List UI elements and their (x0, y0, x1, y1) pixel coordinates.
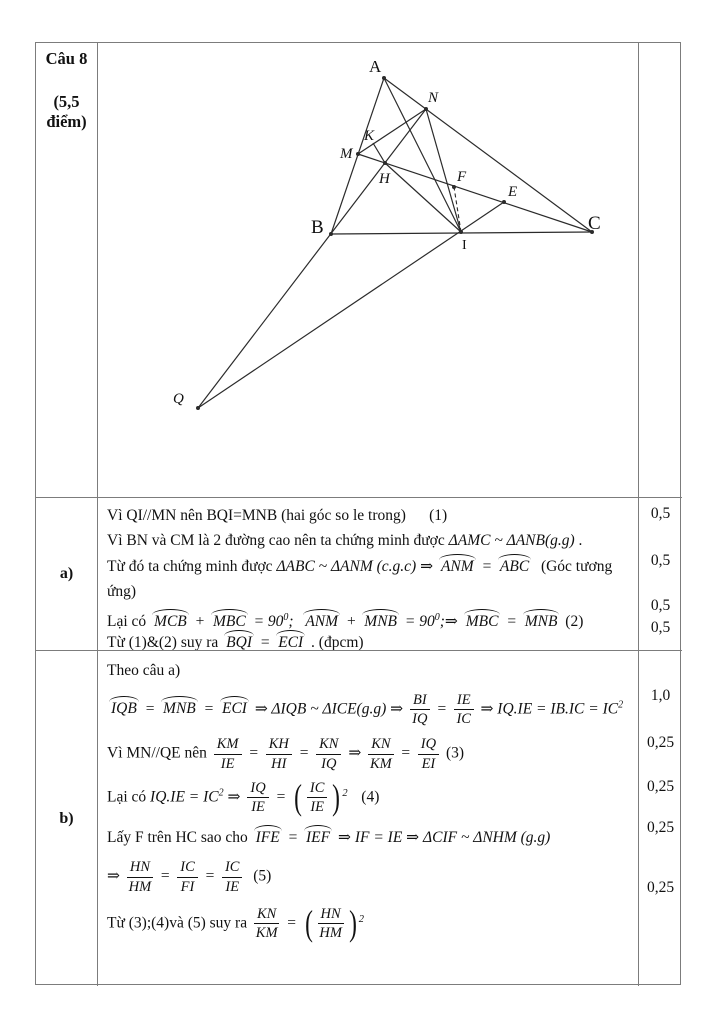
math-token: ⇒ IQ.IE = IB.IC = IC (476, 700, 619, 718)
math-token: (2) (561, 612, 584, 630)
math-token: 0 (434, 611, 440, 623)
math-token: KM (214, 736, 242, 754)
angle-hat: ANM (438, 554, 477, 575)
paren-fraction (303, 903, 364, 944)
math-token: EI (421, 755, 436, 772)
math-token: 2 (218, 787, 224, 799)
point-label-A: A (369, 57, 382, 76)
math-token: KM (255, 925, 278, 942)
math-token: = (432, 700, 451, 718)
fraction (368, 736, 393, 771)
solution-line (107, 605, 632, 630)
geometry-figure (98, 43, 638, 497)
math-token: HN (127, 859, 153, 877)
math-token: IC (307, 780, 328, 798)
math-token: + (342, 612, 361, 630)
math-token: = 90 (401, 612, 435, 630)
math-token: + (190, 612, 209, 630)
angle-hat: MBC (463, 609, 502, 630)
math-token: ΔAMC ~ ΔANB(g.g) (448, 532, 575, 550)
fraction (254, 906, 279, 941)
point-label-F: F (457, 169, 467, 185)
math-token: = (199, 700, 218, 718)
math-token: Theo câu a) (107, 662, 181, 679)
math-token: ;⇒ (439, 612, 462, 630)
math-token: = (283, 829, 302, 847)
math-token: HM (128, 878, 152, 895)
score-value: 0,5 (650, 552, 671, 569)
math-token: KN (254, 906, 279, 924)
math-token: KN (368, 736, 393, 754)
fraction (266, 736, 292, 771)
math-token: IE (225, 878, 240, 895)
math-token: ⇒ (107, 867, 124, 885)
math-token: (3) (442, 744, 465, 762)
solution-line (107, 503, 632, 528)
solution-line (107, 528, 632, 553)
score-value: 0,25 (646, 778, 675, 795)
angle-hat: IQB (108, 696, 140, 717)
angle-hat: MBC (210, 609, 249, 630)
score-value: 1,0 (650, 687, 671, 704)
math-token: = 90 (249, 612, 284, 630)
math-token: Lấy F trên HC sao cho (107, 829, 252, 847)
solution-line (107, 692, 632, 727)
solution-line (107, 554, 632, 579)
fraction (127, 859, 153, 894)
angle-hat: ECI (219, 696, 250, 717)
part-a-content (98, 498, 639, 651)
part-a-label: a) (36, 498, 98, 651)
score-value: 0,5 (650, 505, 671, 522)
math-token: IC (222, 859, 243, 877)
math-token: Từ (3);(4)và (5) suy ra (107, 914, 251, 932)
point-label-B: B (311, 217, 324, 238)
math-token: 0 (283, 611, 289, 623)
angle-hat: MCB (151, 609, 190, 630)
angle-hat: MNB (361, 609, 400, 630)
question-points: (5,5 điểm) (46, 91, 87, 132)
math-token: = (200, 867, 219, 885)
math-token: BI (410, 692, 430, 710)
part-b-label: b) (36, 651, 98, 986)
point-label-Q: Q (173, 391, 184, 407)
fraction (410, 692, 430, 727)
math-token: HN (318, 906, 344, 924)
solution-line (107, 903, 632, 944)
math-token: IC (456, 711, 471, 728)
math-token: KH (266, 736, 292, 754)
fraction (316, 736, 341, 771)
score-value: 0,25 (646, 734, 675, 751)
math-token: Từ đó ta chứng minh được (107, 557, 277, 575)
math-token: IQ.IE = IC (150, 788, 219, 806)
math-token: IC (177, 859, 198, 877)
math-token: IQ (321, 755, 337, 772)
math-token: 2 (618, 699, 624, 711)
score-value: 0,25 (646, 819, 675, 836)
score-value: 0,5 (650, 619, 671, 636)
point-label-I: I (462, 238, 467, 253)
fraction (454, 692, 474, 727)
angle-hat: ANM (302, 609, 341, 630)
math-token: ) (332, 777, 341, 818)
math-token: ; (288, 612, 302, 630)
math-token: KM (370, 755, 392, 772)
answer-key-table (35, 42, 681, 985)
math-token: IE (220, 755, 235, 772)
fraction (418, 736, 439, 771)
point-label-K: K (364, 128, 375, 144)
math-token: Vì MN//QE nên (107, 744, 211, 762)
math-token: . (đpcm) (307, 633, 364, 651)
fraction (214, 736, 242, 771)
math-token: ⇒ (344, 744, 366, 762)
math-token: . (574, 532, 583, 550)
math-token: IE (310, 799, 324, 816)
math-token: Lại có (107, 612, 151, 630)
solution-line (107, 630, 632, 651)
point-label-M: M (340, 146, 353, 162)
question-cell (36, 43, 98, 498)
part-b-content (98, 651, 639, 986)
math-token: = (244, 744, 263, 762)
solution-line (107, 777, 632, 818)
math-token: = (502, 612, 521, 630)
math-token: ⇒ ΔIQB ~ ΔICE(g.g) ⇒ (250, 700, 407, 718)
fraction (222, 859, 243, 894)
math-token: IQ (418, 736, 439, 754)
math-token: IQ (247, 780, 268, 798)
math-token: = (294, 744, 314, 762)
angle-hat: IFE (253, 825, 283, 846)
math-token: = (396, 744, 415, 762)
math-token: 2 (342, 787, 348, 799)
math-token: ⇒ (223, 788, 245, 806)
math-token: IQ (412, 711, 428, 728)
point-label-E: E (508, 184, 518, 200)
math-token: = (477, 557, 496, 575)
math-token: IE (251, 799, 265, 816)
score-cell-b (639, 651, 682, 986)
paren-fraction (292, 777, 348, 818)
math-token: (4) (349, 788, 380, 806)
figure-cell (98, 43, 639, 498)
fraction (318, 906, 344, 941)
math-token: = (271, 788, 290, 806)
math-token: = (156, 867, 175, 885)
point-label-N: N (428, 90, 439, 106)
solution-line (107, 825, 632, 850)
angle-hat: IEF (303, 825, 333, 846)
math-token: = (282, 914, 301, 932)
math-token: 2 (358, 913, 364, 925)
point-label-H: H (379, 171, 390, 187)
angle-hat: ABC (497, 554, 532, 575)
angle-hat: ECI (275, 630, 306, 651)
math-token: ứng) (107, 583, 137, 601)
math-token: (5) (245, 867, 272, 885)
math-token: = (140, 700, 160, 718)
score-cell-a (639, 498, 682, 651)
solution-line (107, 736, 632, 771)
angle-hat: BQI (223, 630, 255, 651)
math-token: ( (294, 777, 302, 818)
math-token: KN (316, 736, 341, 754)
math-token: = (255, 633, 275, 651)
math-token: HM (319, 925, 342, 942)
point-label-C: C (588, 213, 601, 234)
math-token: HI (271, 755, 287, 772)
math-token: ) (348, 903, 357, 944)
math-token: Lại có (107, 788, 151, 806)
math-token: IE (454, 692, 474, 710)
solution-line (107, 859, 632, 894)
math-token: Từ (1)&(2) suy ra (107, 633, 223, 651)
score-value: 0,5 (650, 597, 671, 614)
math-token: (Góc tương (533, 557, 613, 575)
fraction (247, 780, 268, 815)
math-token: ⇒ IF = IE ⇒ ΔCIF ~ ΔNHM (g.g) (334, 829, 551, 847)
math-token: Vì QI//MN nên BQI=MNB (hai góc so le trong) (1) (107, 507, 448, 524)
score-cell-figure (639, 43, 682, 498)
angle-hat: MNB (160, 696, 199, 717)
fraction (307, 780, 328, 815)
math-token: Vì BN và CM là 2 đường cao nên ta chứng minh được (107, 532, 449, 550)
angle-hat: MNB (522, 609, 561, 630)
fraction (177, 859, 198, 894)
math-token: ( (304, 903, 313, 944)
solution-line (107, 579, 632, 604)
solution-line (107, 659, 632, 683)
score-value: 0,25 (646, 879, 675, 896)
math-token: ΔABC ~ ΔANM (c.g.c) ⇒ (276, 557, 437, 575)
math-token: FI (180, 878, 195, 895)
question-number: Câu 8 (45, 49, 88, 68)
